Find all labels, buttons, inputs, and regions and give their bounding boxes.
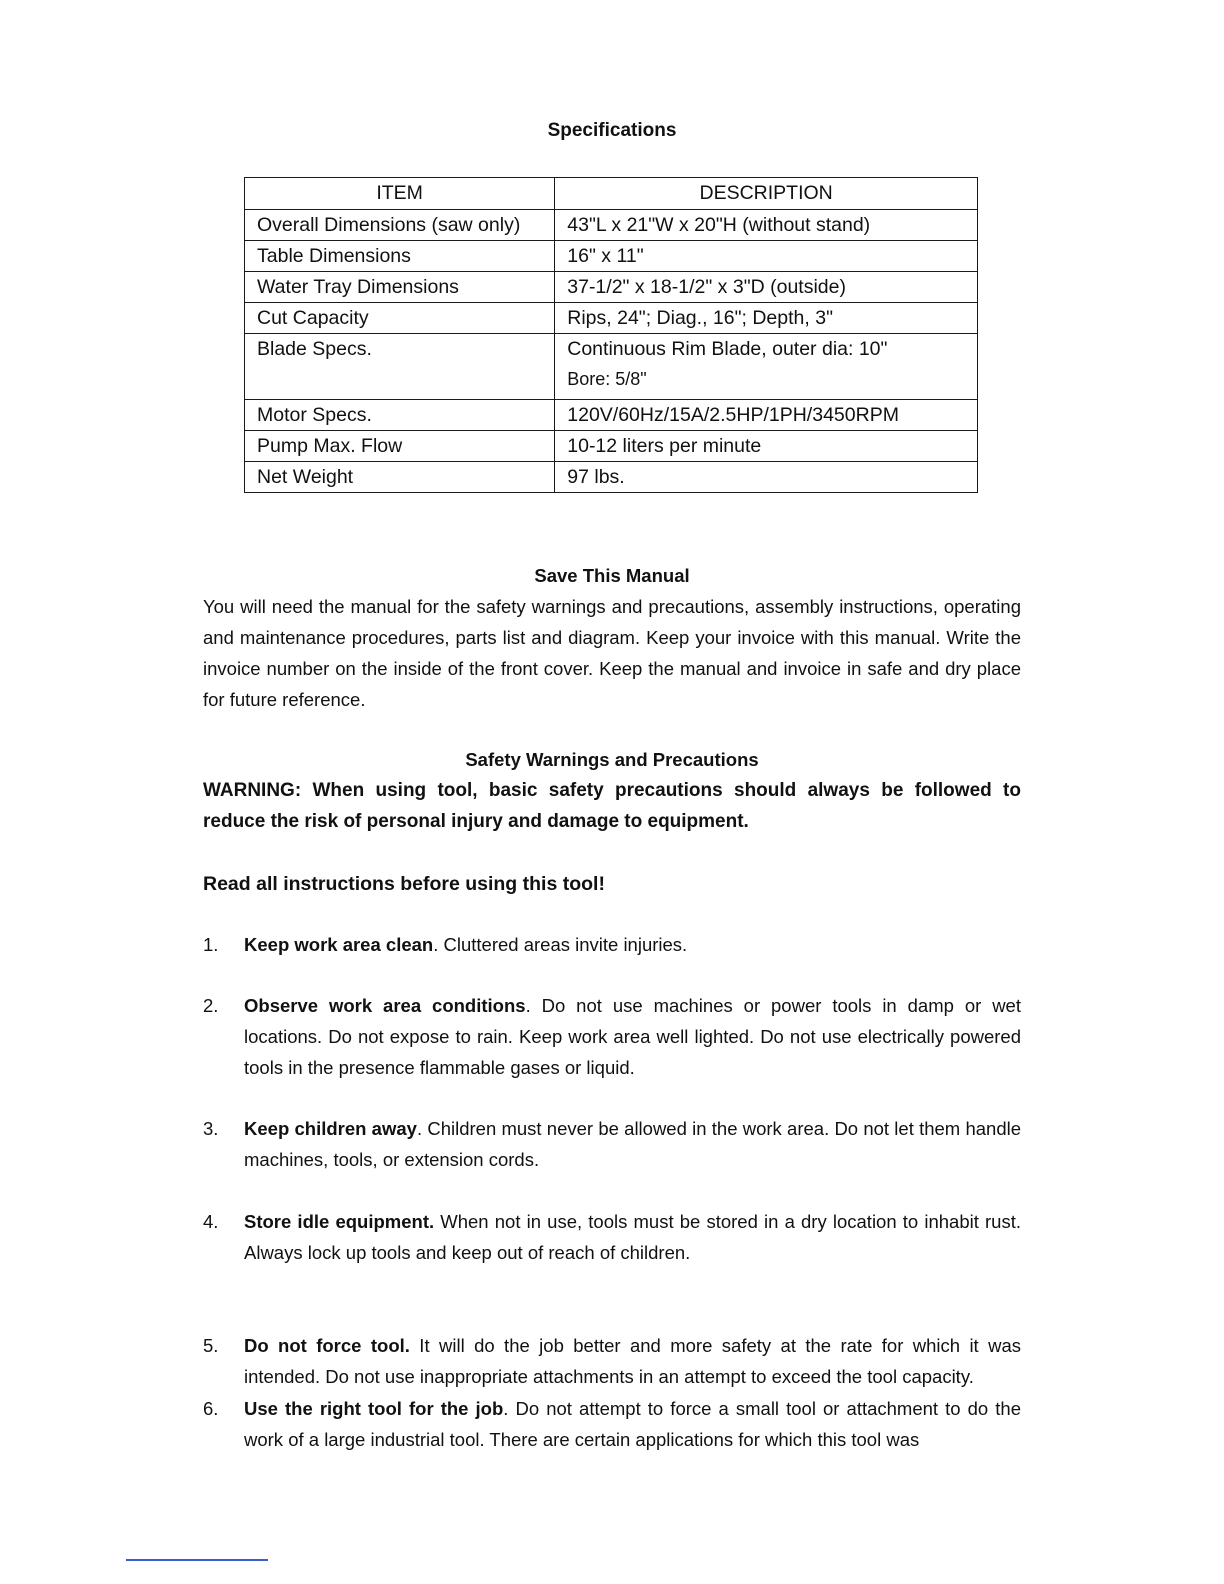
list-item-lead: Keep work area clean	[244, 934, 434, 955]
spec-description: Continuous Rim Blade, outer dia: 10"	[567, 338, 888, 360]
spec-description: 16" x 11"	[555, 241, 978, 272]
spec-item: Water Tray Dimensions	[245, 272, 555, 303]
list-item-body	[244, 1206, 1021, 1268]
table-row	[245, 303, 978, 334]
list-item-number: 3.	[203, 1118, 219, 1139]
spec-item: Pump Max. Flow	[245, 431, 555, 462]
spec-description: Rips, 24"; Diag., 16"; Depth, 3"	[555, 303, 978, 334]
list-item-number: 1.	[203, 934, 219, 955]
footer-underline-mark	[126, 1559, 268, 1561]
list-item-body	[244, 1393, 1021, 1455]
save-manual-text: You will need the manual for the safety warnings and precautions, assembly instructions, operating and maintenance procedures, parts list and diagram. Keep your invoice with this manual. Write the invoice number on the inside of the front cover. Keep the manual and invoice in safe and dry place for future reference.	[203, 596, 1021, 710]
table-row	[245, 400, 978, 431]
table-row	[245, 241, 978, 272]
list-item-text: . Do not use machines or power tools in damp or wet locations. Do not expose to rain. Keep work area well lighted. Do not use electrically powered tools in the presence flammable gases or liquid.	[244, 995, 1021, 1078]
warning-text: WARNING: When using tool, basic safety precautions should always be followed to reduce the risk of personal injury and damage to equipment.	[203, 780, 1021, 832]
spec-item: Cut Capacity	[245, 303, 555, 334]
list-item-body	[244, 990, 1021, 1083]
list-item-number: 5.	[203, 1335, 219, 1356]
spec-item: Table Dimensions	[245, 241, 555, 272]
list-item-body	[244, 1330, 1021, 1392]
list-item-lead: Store idle equipment.	[244, 1211, 435, 1232]
list-item-number: 2.	[203, 995, 219, 1016]
spec-description: 10-12 liters per minute	[555, 431, 978, 462]
list-item-text: . Do not attempt to force a small tool or attachment to do the work of a large industrial tool. There are certain applications for which this tool was	[244, 1398, 1022, 1450]
spec-description: 97 lbs.	[555, 462, 978, 493]
list-item-text: When not in use, tools must be stored in a dry location to inhabit rust. Always lock up tools and keep out of reach of children.	[244, 1211, 1021, 1263]
list-item-text: It will do the job better and more safety at the rate for which it was intended. Do not use inappropriate attachments in an attempt to exceed the tool capacity.	[244, 1335, 1021, 1387]
save-manual-title: Save This Manual	[534, 565, 690, 586]
table-row	[245, 210, 978, 241]
spec-item: Overall Dimensions (saw only)	[245, 210, 555, 241]
spec-item: Net Weight	[245, 462, 555, 493]
safety-title: Safety Warnings and Precautions	[465, 749, 759, 770]
list-item-number: 6.	[203, 1398, 219, 1419]
list-item-lead: Observe work area conditions	[244, 995, 526, 1016]
spec-item: Motor Specs.	[245, 400, 555, 431]
list-item-text: . Cluttered areas invite injuries.	[433, 934, 688, 955]
spec-description: 43"L x 21"W x 20"H (without stand)	[555, 210, 978, 241]
list-item-body	[244, 1113, 1021, 1175]
spec-item: Blade Specs.	[245, 334, 555, 400]
list-item-lead: Keep children away	[244, 1118, 417, 1139]
spec-description: 37-1/2" x 18-1/2" x 3"D (outside)	[555, 272, 978, 303]
spec-description-cell	[555, 334, 978, 400]
specifications-table	[244, 177, 978, 493]
table-row	[245, 462, 978, 493]
specifications-title: Specifications	[547, 120, 677, 141]
table-row	[245, 431, 978, 462]
read-instructions-notice: Read all instructions before using this tool!	[203, 873, 605, 895]
list-item-body	[244, 929, 1021, 960]
list-item-text: . Children must never be allowed in the work area. Do not let them handle machines, tools, or extension cords.	[244, 1118, 1022, 1170]
spec-description: 120V/60Hz/15A/2.5HP/1PH/3450RPM	[555, 400, 978, 431]
list-item-lead: Use the right tool for the job	[244, 1398, 504, 1419]
table-row	[245, 334, 978, 400]
table-header-row	[245, 178, 978, 210]
list-item-number: 4.	[203, 1211, 219, 1232]
column-header-item: ITEM	[245, 178, 555, 210]
spec-description-line2: Bore: 5/8"	[567, 369, 647, 389]
table-row	[245, 272, 978, 303]
column-header-description: DESCRIPTION	[555, 178, 978, 210]
list-item-lead: Do not force tool.	[244, 1335, 410, 1356]
